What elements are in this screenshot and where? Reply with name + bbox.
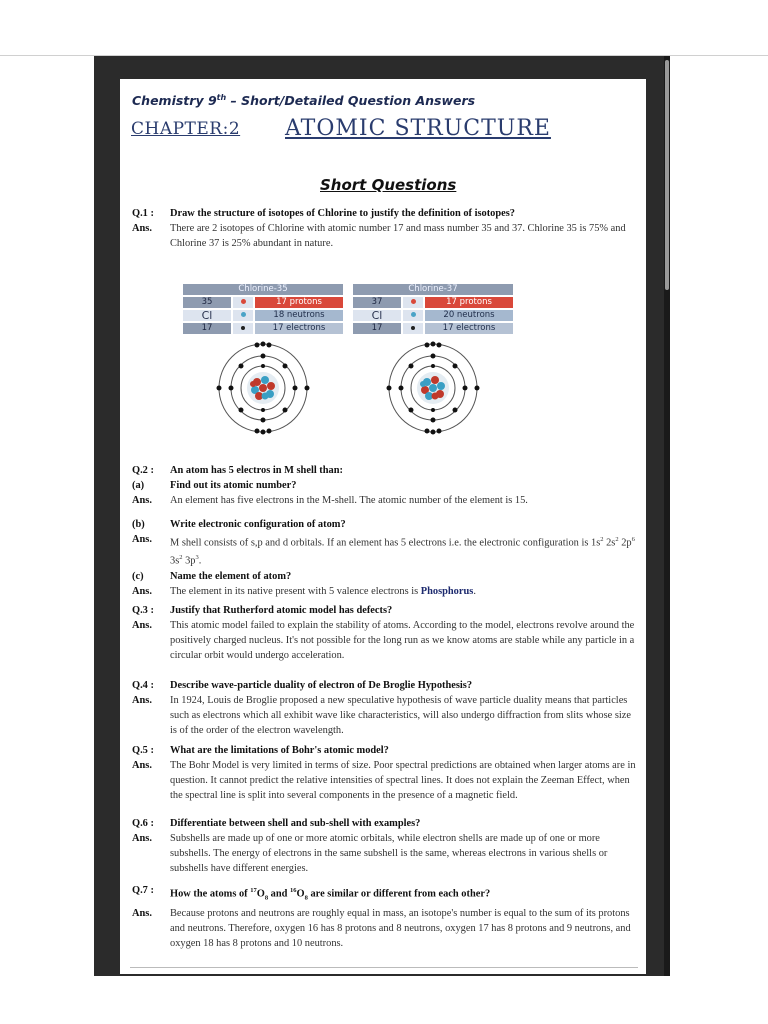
electron-count: 17 electrons [255, 323, 343, 334]
question-3: Q.3 : Justify that Rutherford atomic model has defects? Ans. This atomic model failed to explain the stability of atoms. According to the model, electrons revolve around the positively charged nucleus. It's not possible for the long run as we know atoms are stable while any particle in a circular orbit would undergo acceleration. [132, 605, 635, 661]
isotope-name: Chlorine-37 [353, 284, 513, 295]
electron-count: 17 electrons [425, 323, 513, 334]
question-5: Q.5 : What are the limitations of Bohr's atomic model? Ans. The Bohr Model is very limited in terms of size. Poor spectral predictions are obtained when larger atoms are in question. It cannot predict the relative intensities of spectral lines. It does not explain the Zeeman Effect, when the spectral line is split into several components in the presence of a magnetic field. [132, 745, 636, 801]
electron-dot [233, 323, 253, 334]
proton-dot [403, 297, 423, 308]
chapter-label: CHAPTER:2 [131, 119, 241, 139]
question-2: Q.2 : An atom has 5 electros in M shell than: (a) Find out its atomic number? Ans. An element has five electrons in the M-shell. The atomic number of the element is 15. (b) Write electronic configuration of atom? Ans. M shell consists of s,p and d orbitals. If an element has 5 electrons i.e. the electronic configuration is $1s^2$ $2s^2$ $2p^6$ $3s^2$ $3p^3$. (c) Name the element of atom? Ans. The element in its native present with 5 valence electrons is Phosphorus. [132, 463, 638, 599]
atomic-number: 17 [353, 323, 401, 334]
page-bottom-rule [130, 967, 638, 968]
atom-diagram-chlorine-37 [383, 340, 483, 436]
document-page [120, 79, 646, 974]
question-1: Q.1 : Draw the structure of isotopes of Chlorine to justify the definition of isotopes? Ans. There are 2 isotopes of Chlorine with atomic number 17 and mass number 35 and 37. Chlorine 35 is 75% and Chlorine 37 is 25% abundant in nature. [132, 208, 626, 249]
electron-configuration-answer: M shell consists of s,p and d orbitals. If an element has 5 electrons i.e. the electronic configuration is $1s^2$ $2s^2$ $2p^6$ $3s^2$ $3p^3$. [170, 536, 635, 567]
proton-dot [233, 297, 253, 308]
scrollbar-thumb[interactable] [665, 60, 669, 290]
element-symbol: Cl [353, 310, 401, 321]
isotope-figure-chlorine-37 [353, 284, 517, 459]
mass-number: 37 [353, 297, 401, 308]
question-7: Q.7 : How the atoms of $^{17}O_8$ and $^{16}O_8$ are similar or different from each other? Ans. Because protons and neutrons are roughly equal in mass, an isotope's number is equal to the sum of its protons and neutrons. Therefore, oxygen 16 has 8 protons and 8 neutrons, oxygen 17 has 8 protons and 9 neutrons, and oxygen 18 has 8 protons and 10 neutrons. [132, 885, 631, 949]
neutron-dot [403, 310, 423, 321]
electron-dot [403, 323, 423, 334]
section-heading: Short Questions [320, 176, 457, 194]
proton-count: 17 protons [425, 297, 513, 308]
atomic-number: 17 [183, 323, 231, 334]
element-symbol: Cl [183, 310, 231, 321]
isotope-figure-chlorine-35 [183, 284, 347, 459]
neutron-count: 20 neutrons [425, 310, 513, 321]
subject-header: Chemistry 9th – Short/Detailed Question Answers [132, 93, 476, 109]
element-name: Phosphorus [420, 585, 474, 597]
question-6: Q.6 : Differentiate between shell and sub-shell with examples? Ans. Subshells are made up of one or more atomic orbitals, while electron shells are made up of one or more subshells. The energy of electrons in the same subshell is the same, whereas electrons in various shells or subshells have different energies. [132, 818, 608, 874]
proton-count: 17 protons [255, 297, 343, 308]
mass-number: 35 [183, 297, 231, 308]
question-4: Q.4 : Describe wave-particle duality of electron of De Broglie Hypothesis? Ans. In 1924, Louis de Broglie proposed a new speculative hypothesis of wave particle duality means that particles such as electrons which all exhibit wave like characteristics, will also undergo diffraction from slits whose size is of the order of the electron wavelength. [132, 680, 632, 736]
atom-diagram-chlorine-35 [213, 340, 313, 436]
chapter-title: ATOMIC STRUCTURE [285, 116, 551, 141]
neutron-dot [233, 310, 253, 321]
neutron-count: 18 neutrons [255, 310, 343, 321]
isotope-name: Chlorine-35 [183, 284, 343, 295]
